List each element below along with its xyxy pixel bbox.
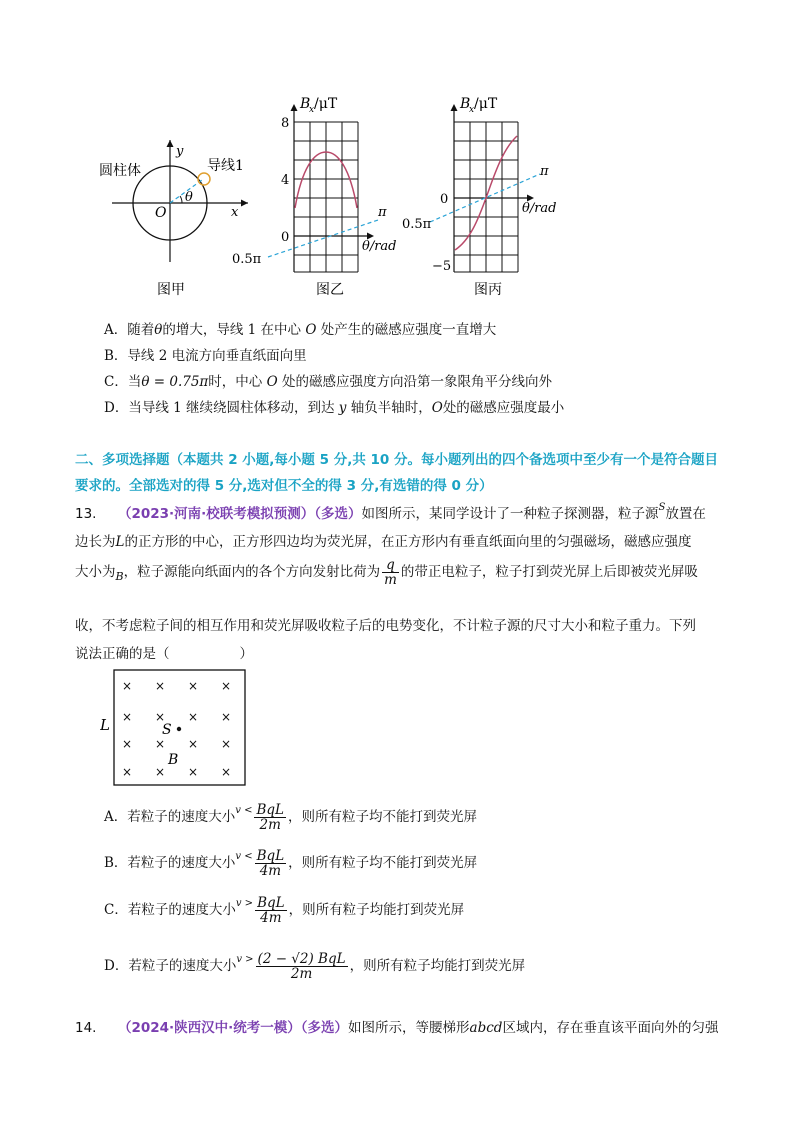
q12-d-O: O [431, 400, 443, 416]
q13-c-den: 4m [260, 910, 282, 927]
cylinder-label: 圆柱体 [99, 163, 141, 179]
q14-number: 14. [75, 1020, 97, 1036]
cross-icon: × [155, 710, 166, 724]
cross-icon: × [188, 737, 199, 751]
q12-a-pre: A．随着 [104, 322, 155, 338]
q14-text-b: 区域内，存在垂直该平面向外的匀强 [502, 1020, 719, 1036]
bing-half-pi-label: 0.5π [402, 217, 432, 232]
particle-source-dot [177, 727, 181, 731]
q13-l2b: 的正方形的中心，正方形四边均为荧光屏，在正方形内有垂直纸面向里的匀强磁场，磁感应强度 [124, 534, 692, 550]
q13-l1-S: S [658, 502, 666, 513]
q12-c-eq: θ = 0.75π [141, 374, 209, 390]
q13-a-v: v < [235, 805, 253, 817]
q12-d-y: y [338, 400, 347, 416]
y-axis-arrow-icon [167, 140, 174, 147]
cross-icon: × [122, 679, 133, 693]
bing-x-label: θ/rad [522, 201, 557, 216]
cross-icon: × [155, 737, 166, 751]
source-label-S: S [162, 722, 172, 738]
yi-y-label-sub: x [309, 105, 315, 115]
q13-l5: 说法正确的是（ [75, 646, 170, 662]
q12-d-post: 处的磁感应强度最小 [442, 400, 565, 416]
q13-charge-ratio [382, 558, 399, 587]
q13-line3 [75, 558, 698, 587]
q13-d-fraction [256, 952, 348, 981]
q13-figure [100, 668, 250, 790]
x-axis-label: x [231, 205, 239, 220]
q13-l2a: 边长为 [75, 534, 116, 550]
cross-icon: × [221, 737, 232, 751]
q13-a-num: BqL [256, 802, 284, 818]
q13-option-c [104, 896, 464, 925]
q12-a-mid: 的增大，导线 1 在中心 [162, 322, 302, 338]
cross-icon: × [188, 679, 199, 693]
caption-bing: 图丙 [474, 282, 502, 298]
q13-b-fraction [255, 849, 287, 878]
bing-y-label-unit: /μT [474, 96, 498, 112]
yi-tick-0: 0 [281, 230, 290, 245]
figure-jia [99, 140, 248, 298]
q13-option-b [104, 849, 477, 878]
q13-a-fraction [254, 803, 286, 832]
theta-arc [180, 196, 182, 203]
x-axis-arrow-icon [241, 200, 248, 207]
yi-y-label-unit: /μT [314, 96, 338, 112]
q13-d-den: 2m [290, 966, 313, 983]
q13-l1a: 如图所示，某同学设计了一种粒子探测器，粒子源 [361, 506, 659, 522]
q12-c-pre: C．当 [104, 374, 142, 390]
q12-c-post: 处的磁感应强度方向沿第一象限角平分线向外 [281, 374, 552, 390]
q13-c-pre: C．若粒子的速度大小 [104, 902, 236, 919]
q13-ratio-q: q [382, 558, 399, 573]
q13-d-v: v > [236, 954, 254, 966]
q12-c-mid: 时，中心 [208, 374, 263, 390]
wire-1-label: 导线1 [207, 158, 244, 174]
q13-line2 [75, 530, 691, 550]
q13-option-a [104, 803, 477, 832]
q13-b-num: BqL [256, 848, 285, 864]
theta-label: θ [185, 190, 193, 205]
bing-y-arrow-icon [451, 104, 458, 111]
q13-c-num: BqL [257, 895, 285, 911]
q13-d-post: ，则所有粒子均能打到荧光屏 [349, 958, 526, 975]
q13-l3-B: B [115, 570, 124, 584]
yi-tick-4: 4 [281, 173, 290, 188]
cross-icon: × [188, 710, 199, 724]
q13-a-den: 2m [259, 817, 281, 834]
caption-yi: 图乙 [316, 282, 344, 298]
grid-yi [294, 122, 358, 272]
q13-l3b: ，粒子源能向纸面内的各个方向发射比荷为 [123, 564, 381, 581]
q13-l2-L: L [115, 534, 125, 550]
caption-jia: 图甲 [157, 282, 185, 298]
figure-bing [402, 96, 557, 298]
cross-icon: × [122, 710, 133, 724]
field-label-B: B [168, 752, 179, 768]
q13-c-post: ，则所有粒子均能打到荧光屏 [288, 902, 465, 919]
q13-a-pre: A．若粒子的速度大小 [104, 809, 236, 826]
q12-a-post: 处产生的磁感应强度一直增大 [320, 322, 497, 338]
q13-line4: 收，不考虑粒子间的相互作用和荧光屏吸收粒子后的电势变化，不计粒子源的尺寸大小和粒子重力。下列 [75, 618, 696, 634]
cross-icon: × [221, 765, 232, 779]
q13-b-post: ，则所有粒子均不能打到荧光屏 [288, 855, 478, 872]
q14-text-a: 如图所示，等腰梯形 [348, 1020, 470, 1036]
q13-d-num: (2 − √2) BqL [257, 951, 346, 967]
q13-number: 13. [75, 506, 97, 522]
yi-y-arrow-icon [291, 104, 298, 111]
cross-icon: × [155, 679, 166, 693]
yi-tick-8: 8 [281, 116, 290, 131]
q13-line1 [75, 502, 706, 522]
q13-option-d [104, 952, 525, 981]
q12-c-O: O [266, 374, 278, 390]
q13-l3c: 的带正电粒子，粒子打到荧光屏上后即被荧光屏吸 [400, 564, 698, 581]
y-axis-label: y [176, 144, 184, 159]
wire-1-circle [198, 173, 210, 185]
q13-ratio-m: m [384, 572, 397, 589]
q12-d-mid: 轴负半轴时， [350, 400, 432, 416]
q12-option-c [104, 370, 552, 390]
bing-pi-label: π [540, 164, 549, 179]
q13-source: （2023·河南·校联考模拟预测）（多选） [117, 506, 362, 522]
cross-icon: × [221, 710, 232, 724]
figure-yi [232, 96, 397, 298]
cross-icon: × [155, 765, 166, 779]
q13-b-pre: B．若粒子的速度大小 [104, 855, 236, 872]
bing-tick-0: 0 [440, 192, 449, 207]
q13-d-pre: D．若粒子的速度大小 [104, 958, 237, 975]
cross-icon: × [188, 765, 199, 779]
side-label-L: L [100, 716, 110, 734]
q12-option-b: B．导线 2 电流方向垂直纸面向里 [104, 348, 307, 364]
q12-d-pre: D．当导线 1 继续绕圆柱体移动，到达 [104, 400, 335, 416]
bing-tick-neg5: −5 [432, 259, 452, 274]
q12-option-a [104, 318, 496, 338]
section-2-title-line2: 要求的。全部选对的得 5 分,选对但不全的得 3 分,有选错的得 0 分） [75, 478, 493, 494]
q13-a-post: ，则所有粒子均不能打到荧光屏 [288, 809, 477, 826]
q13-b-den: 4m [259, 863, 282, 880]
section-2-title-line1: 二、多项选择题（本题共 2 小题,每小题 5 分,共 10 分。每小题列出的四个备选项中至少有一个是符合题目 [75, 452, 719, 468]
q13-b-v: v < [235, 851, 253, 863]
cross-icon: × [221, 679, 232, 693]
cross-icon: × [122, 765, 133, 779]
q13-l1b: 放置在 [665, 506, 706, 522]
q13-l3a: 大小为 [75, 564, 116, 581]
origin-label: O [155, 205, 167, 221]
yi-y-label-B: B [300, 96, 311, 112]
yi-half-pi-label: 0.5π [232, 252, 262, 267]
q14-source: （2024·陕西汉中·统考一模）（多选） [117, 1020, 349, 1036]
yi-x-label: θ/rad [362, 239, 397, 254]
q13-l5-end: ） [239, 646, 253, 662]
q14-line1 [75, 1016, 718, 1036]
q13-c-v: v > [235, 898, 254, 910]
q13-line5 [75, 642, 253, 662]
q14-abcd: abcd [469, 1020, 503, 1036]
q13-c-fraction [255, 896, 287, 925]
q12-a-O: O [305, 322, 317, 338]
bing-y-label-sub: x [469, 105, 475, 115]
q12-option-d [104, 396, 564, 416]
yi-pi-label: π [378, 205, 387, 220]
q12-a-theta: θ [154, 322, 163, 338]
bing-y-label-B: B [460, 96, 471, 112]
cross-icon: × [122, 737, 133, 751]
figure-row [0, 0, 800, 310]
